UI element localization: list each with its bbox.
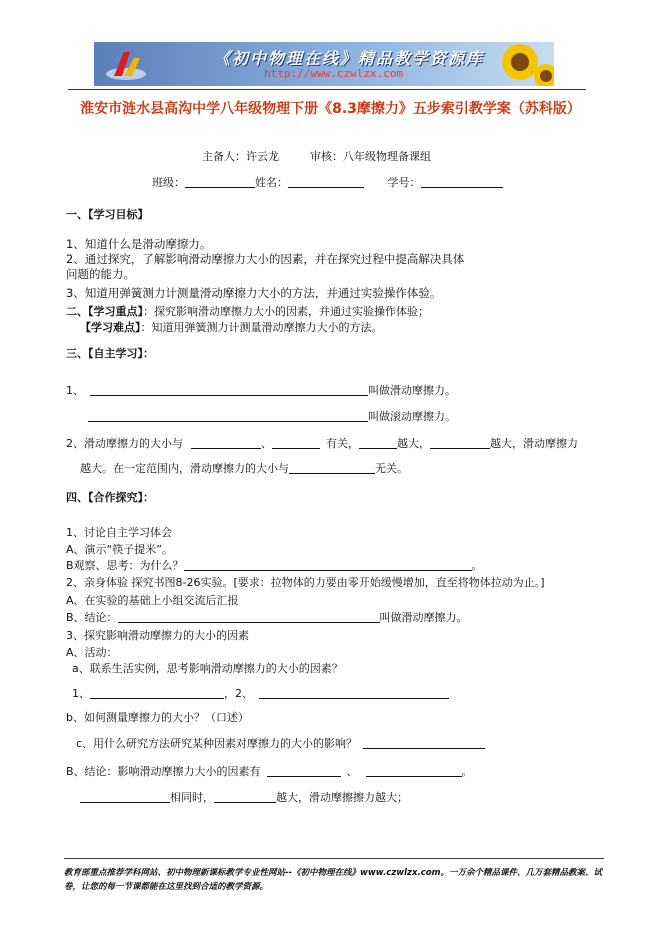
banner-url: http://www.czwlzx.com [264,67,404,80]
q2-blank-5[interactable] [289,462,375,474]
objective-2-cont: 问题的能力。 [66,267,135,281]
same-text: 相同时， [170,791,214,804]
coop-line-9: a、联系生活实例，思考影响滑动摩擦力的大小的因素？ [72,662,343,675]
header-rule [68,89,586,90]
objective-3: 3、知道用弹簧测力计测量滑动摩擦力大小的方法，并通过实验操作体验。 [66,286,442,300]
name-blank[interactable] [288,176,364,188]
q1b-text: 叫做滚动摩擦力。 [368,410,456,423]
q1a-blank[interactable] [90,384,368,396]
coop-line-5: A、在实验的基础上小组交流后汇报 [66,594,239,607]
coop-line-10 [72,686,449,702]
section3-heading: 三、【自主学习】： [66,347,154,360]
site-logo-icon [104,46,148,82]
coop-line-8: A、活动： [66,646,118,659]
factor-2-label: ，2、 [224,687,253,700]
number-label: 学号： [387,176,421,189]
self-study-q1b [88,409,456,425]
factor-conc-blank-1[interactable] [267,765,341,777]
method-question: c、用什么研究方法研究某种因素对摩擦力的大小的影响？ [76,737,358,750]
factor-1-label: 1、 [72,687,90,700]
factor-1-blank[interactable] [90,687,224,699]
q1-number: 1、 [66,384,84,397]
coop-line-3 [66,558,483,574]
coop-line-7: 3、探究影响滑动摩擦力的大小的因素 [66,629,249,642]
preparer: 主备人：许云龙 [202,150,279,163]
section4-heading: 四、【合作探究】： [66,491,154,504]
name-label: 姓名： [255,176,288,189]
class-label: 班级： [152,176,185,189]
q2-text-g: 无关。 [375,462,408,475]
factors-conclusion-sep: 、 [346,765,358,778]
coop-line-11: b、如何测量摩擦力的大小？（口述） [66,711,249,724]
difficult-text: ：知道用弹簧测力计测量滑动摩擦力大小的方法。 [140,321,383,334]
coop-line-6 [66,610,468,626]
header-banner [94,42,554,86]
q2-text-f: 越大。在一定范围内，滑动摩擦力的大小与 [80,462,289,475]
coop-line-14 [80,790,408,806]
self-study-q2 [66,436,578,452]
factor-2-blank[interactable] [259,687,449,699]
larger-blank[interactable] [214,791,276,803]
coop-line-1: 1、讨论自主学习体会 [66,526,172,539]
class-blank[interactable] [185,176,255,188]
q2-blank-2[interactable] [272,437,320,449]
self-study-q1a [66,383,456,399]
student-info-row [152,175,503,191]
same-blank[interactable] [80,791,170,803]
factor-conc-blank-2[interactable] [366,765,462,777]
key-point [66,304,429,320]
q1a-text: 叫做滑动摩擦力。 [368,384,456,397]
key-text: ：探究影响滑动摩擦力大小的因素，并通过实验操作体验； [143,305,429,318]
self-study-q2-cont [80,461,408,477]
q2-blank-1[interactable] [191,437,261,449]
q2-blank-3[interactable] [359,437,397,449]
q2-text-e: 越大，滑动摩擦力 [490,437,578,450]
difficult-label: 【学习难点】 [80,321,141,334]
document-title: 淮安市涟水县高沟中学八年级物理下册《8.3摩擦力》五步索引教学案（苏科版） [80,101,581,117]
observe-blank[interactable] [184,559,472,571]
sunflower-icon [474,42,554,86]
objective-2: 2、通过探究，了解影响滑动摩擦力大小的因素，并在探究过程中提高解决具体 [66,252,465,266]
coop-line-6-end: 叫做滑动摩擦力。 [379,611,468,624]
section1-heading: 一、【学习目标】 [66,208,149,221]
reviewer: 审核：八年级物理备课组 [310,150,431,163]
q2-text-d: 越大， [397,437,430,450]
q2-text-c: 有关， [326,437,359,450]
factors-conclusion-end: 。 [461,765,473,778]
key-label: 二、【学习重点】 [66,305,143,318]
objective-1: 1、知道什么是滑动摩擦力。 [66,237,212,251]
footer-text: 教育部重点推荐学科网站、初中物理新课标教学专业性网站--《初中物理在线》www.czwlzx.com。一万余个精品课件、几万套精品教案、试卷，让您的每一节课都能在这里找到合适的教学资源。 [64,868,602,892]
footer-rule [64,858,604,859]
conclusion-blank[interactable] [118,611,380,623]
number-blank[interactable] [421,176,503,188]
coop-line-3-text: B观察、思考：为什么？ [66,559,184,572]
coop-line-6-text: B、结论： [66,611,118,624]
banner-title: 《初中物理在线》精品教学资源库 [214,49,485,68]
coop-line-4: 2、亲身体验 探究书图8-26实验。[要求：拉物体的力要由零开始缓慢增加，直至将物体拉动为止。] [66,576,545,589]
coop-line-12 [76,736,485,752]
coop-line-3-end: 。 [471,559,483,572]
factors-conclusion: B、结论：影响滑动摩擦力大小的因素有 [66,765,261,778]
coop-line-2: A、演示“筷子提米”。 [66,543,173,556]
method-blank[interactable] [363,737,485,749]
q1b-blank[interactable] [88,410,368,422]
q2-text-a: 2、滑动摩擦力的大小与 [66,437,183,450]
q2-blank-4[interactable] [430,437,490,449]
coop-line-13 [66,764,473,780]
difficult-point [80,320,383,336]
larger-text: 越大，滑动摩擦擦力越大； [276,791,408,804]
q2-text-b: 、 [261,437,272,450]
